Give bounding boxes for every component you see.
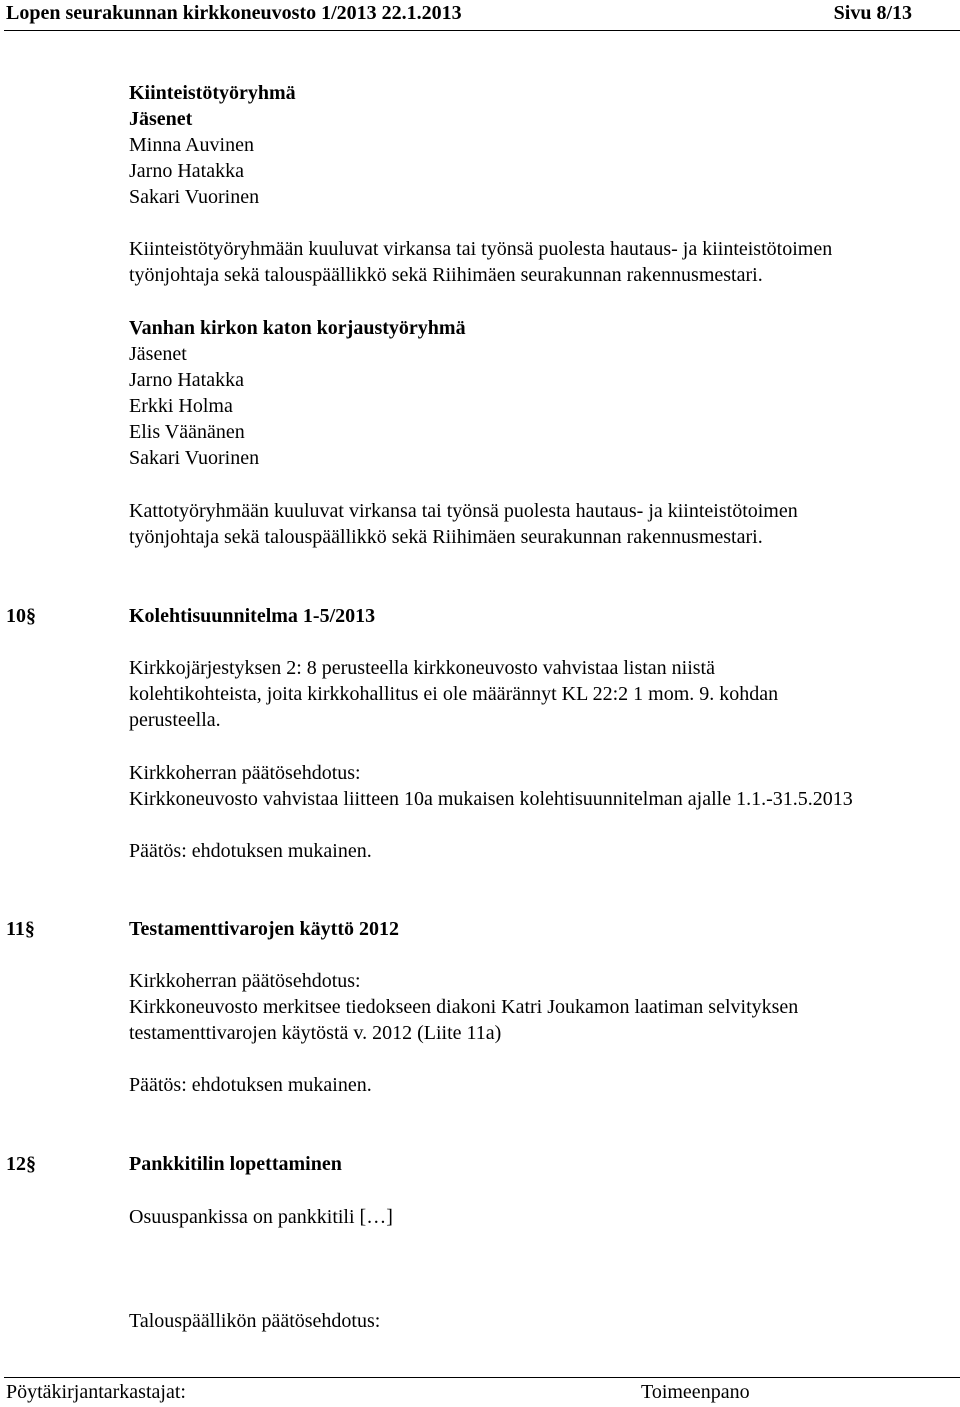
section-10-body-line: kolehtikohteista, joita kirkkohallitus ei ole määrännyt KL 22:2 1 mom. 9. kohdan <box>129 683 779 705</box>
katto-member: Erkki Holma <box>129 395 233 417</box>
kiinteisto-note-line: Kiinteistötyöryhmään kuuluvat virkansa tai työnsä puolesta hautaus- ja kiinteistötoimen <box>129 238 833 260</box>
katto-group <box>129 315 955 471</box>
section-11-proposal <box>129 968 955 1046</box>
section-11-decision: Päätös: ehdotuksen mukainen. <box>129 1074 372 1096</box>
section-10-proposal <box>129 760 955 812</box>
section-11-number: 11§ <box>6 918 35 940</box>
kiinteisto-title: Kiinteistötyöryhmä <box>129 82 296 104</box>
document-title: Lopen seurakunnan kirkkoneuvosto 1/2013 22.1.2013 <box>6 2 462 24</box>
footer-reviewers-label: Pöytäkirjantarkastajat: <box>6 1381 186 1403</box>
katto-member: Jarno Hatakka <box>129 369 244 391</box>
katto-title: Vanhan kirkon katon korjaustyöryhmä <box>129 317 466 339</box>
kiinteisto-member: Sakari Vuorinen <box>129 186 260 208</box>
section-12-proposal-label: Talouspäällikön päätösehdotus: <box>129 1310 381 1332</box>
kiinteisto-group <box>129 80 955 210</box>
section-12-body: Osuuspankissa on pankkitili […] <box>129 1206 393 1228</box>
kiinteisto-members-label: Jäsenet <box>129 108 193 130</box>
page-number: Sivu 8/13 <box>833 2 912 24</box>
section-12-number: 12§ <box>6 1153 36 1175</box>
section-10-body-line: perusteella. <box>129 709 221 731</box>
kiinteisto-note-line: työnjohtaja sekä talouspäällikkö sekä Riihimäen seurakunnan rakennusmestari. <box>129 264 763 286</box>
section-11-proposal-line: Kirkkoneuvosto merkitsee tiedokseen diakoni Katri Joukamon laatiman selvityksen <box>129 996 799 1018</box>
footer-divider <box>4 1377 960 1378</box>
section-11-proposal-label: Kirkkoherran päätösehdotus: <box>129 970 361 992</box>
katto-note-line: Kattotyöryhmään kuuluvat virkansa tai työnsä puolesta hautaus- ja kiinteistötoimen <box>129 500 798 522</box>
katto-note-line: työnjohtaja sekä talouspäällikkö sekä Riihimäen seurakunnan rakennusmestari. <box>129 526 763 548</box>
section-11-title: Testamenttivarojen käyttö 2012 <box>129 918 399 940</box>
katto-note <box>129 498 955 550</box>
section-10-body-line: Kirkkojärjestyksen 2: 8 perusteella kirkkoneuvosto vahvistaa listan niistä <box>129 657 715 679</box>
section-10-title: Kolehtisuunnitelma 1-5/2013 <box>129 605 376 627</box>
katto-members-label: Jäsenet <box>129 343 187 365</box>
page-header <box>6 0 912 28</box>
katto-member: Elis Väänänen <box>129 421 245 443</box>
kiinteisto-member: Minna Auvinen <box>129 134 254 156</box>
kiinteisto-member: Jarno Hatakka <box>129 160 244 182</box>
section-10-number: 10§ <box>6 605 36 627</box>
section-10-proposal-label: Kirkkoherran päätösehdotus: <box>129 762 361 784</box>
section-11-proposal-line: testamenttivarojen käytöstä v. 2012 (Liite 11a) <box>129 1022 502 1044</box>
section-10-body <box>129 655 955 733</box>
footer-implementation-label: Toimeenpano <box>641 1381 750 1403</box>
section-10-decision: Päätös: ehdotuksen mukainen. <box>129 840 372 862</box>
kiinteisto-note <box>129 236 955 288</box>
section-12-title: Pankkitilin lopettaminen <box>129 1153 342 1175</box>
katto-member: Sakari Vuorinen <box>129 447 260 469</box>
section-10-proposal-text: Kirkkoneuvosto vahvistaa liitteen 10a mukaisen kolehtisuunnitelman ajalle 1.1.-31.5.2013 <box>129 788 853 810</box>
header-divider <box>4 30 960 31</box>
